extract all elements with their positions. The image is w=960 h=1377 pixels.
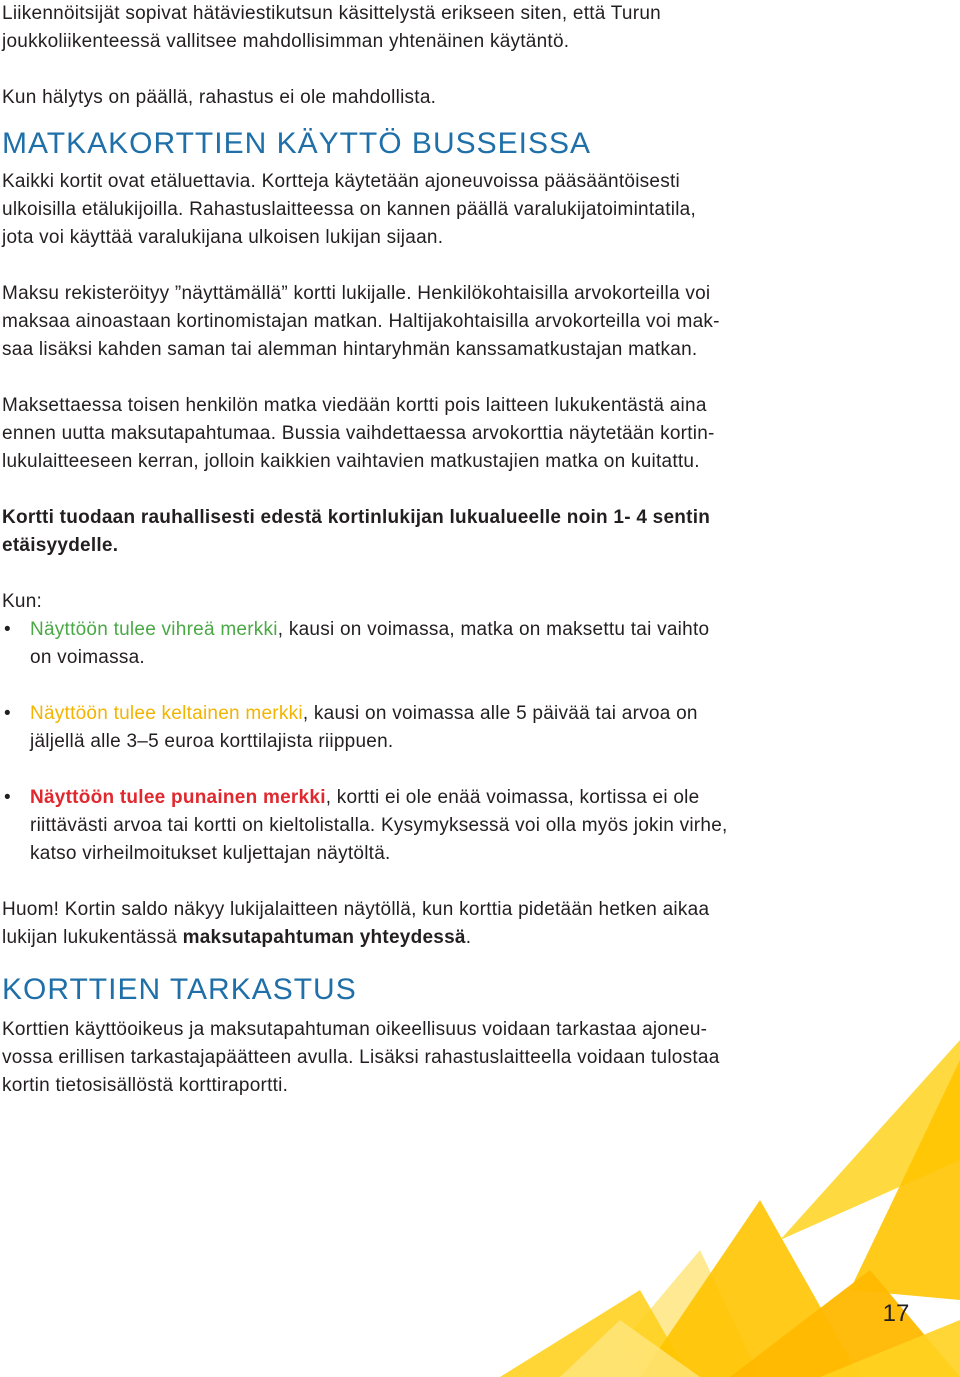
bullet-icon: • [4, 787, 11, 808]
text-line: . [465, 927, 472, 948]
text-line: etäisyydelle. [2, 535, 119, 556]
paragraph [2, 168, 854, 252]
main-content [2, 0, 854, 1100]
paragraph: Kun hälytys on päällä, rahastus ei ole mahdollista. [2, 87, 437, 108]
text-line: riittävästi arvoa tai kortti on kieltolistalla. Kysymyksessä voi olla myös jokin virhe, [30, 815, 728, 836]
text-line: Liikennöitsijät sopivat hätäviestikutsun käsittelystä erikseen siten, että Turun [2, 3, 661, 24]
green-status-text: Näyttöön tulee vihreä merkki [30, 619, 278, 640]
page-number: 17 [882, 1300, 910, 1327]
paragraph [2, 392, 854, 476]
bullet-icon: • [4, 703, 11, 724]
text-line: , kortti ei ole enää voimassa, kortissa ei ole [325, 787, 700, 808]
text-line: Maksettaessa toisen henkilön matka viedään kortti pois laitteen lukukentästä aina [2, 395, 707, 416]
bold-paragraph [2, 504, 854, 560]
text-line: jäljellä alle 3–5 euroa korttilajista riippuen. [30, 731, 394, 752]
text-line: lukulaitteeseen kerran, jolloin kaikkien vaihtavien matkustajien matka on kuitattu. [2, 451, 700, 472]
text-line: Maksu rekisteröityy ”näyttämällä” kortti lukijalle. Henkilökohtaisilla arvokorteilla voi [2, 283, 711, 304]
list-intro: Kun: [2, 591, 43, 612]
red-status-text: Näyttöön tulee punainen merkki [30, 787, 326, 808]
text-line: kortin tietosisällöstä korttiraportti. [2, 1075, 289, 1096]
text-line: on voimassa. [30, 647, 145, 668]
section-heading: MATKAKORTTIEN KÄYTTÖ BUSSEISSA [2, 127, 591, 160]
list-item-yellow [2, 700, 854, 756]
text-line: Huom! Kortin saldo näkyy lukijalaitteen näytöllä, kun korttia pidetään hetken aikaa [2, 899, 710, 920]
text-line: jota voi käyttää varalukijana ulkoisen lukijan sijaan. [2, 227, 444, 248]
text-line: Korttien käyttöoikeus ja maksutapahtuman oikeellisuus voidaan tarkastaa ajoneu- [2, 1019, 708, 1040]
text-line: lukijan lukukentässä [2, 927, 183, 948]
section-heading: KORTTIEN TARKASTUS [2, 973, 357, 1006]
text-line: vossa erillisen tarkastajapäätteen avulla. Lisäksi rahastuslaitteella voidaan tulostaa [2, 1047, 720, 1068]
text-line: joukkoliikenteessä vallitsee mahdollisimman yhtenäinen käytäntö. [2, 31, 570, 52]
paragraph [2, 280, 854, 364]
bold-text: maksutapahtuman yhteydessä [182, 927, 466, 948]
text-line: Kaikki kortit ovat etäluettavia. Kortteja käytetään ajoneuvoissa pääsääntöisesti [2, 171, 680, 192]
text-line: ennen uutta maksutapahtumaa. Bussia vaihdettaessa arvokorttia näytetään kortin- [2, 423, 715, 444]
bullet-icon: • [4, 619, 11, 640]
text-line: Kortti tuodaan rauhallisesti edestä kortinlukijan lukualueelle noin 1- 4 sentin [2, 507, 711, 528]
list-item-green [2, 616, 854, 672]
text-line: katso virheilmoitukset kuljettajan näytöltä. [30, 843, 391, 864]
text-line: saa lisäksi kahden saman tai alemman hintaryhmän kanssamatkustajan matkan. [2, 339, 698, 360]
yellow-status-text: Näyttöön tulee keltainen merkki [30, 703, 303, 724]
list-item-red [2, 784, 854, 868]
paragraph [2, 0, 854, 56]
note-paragraph [2, 896, 854, 952]
paragraph [2, 1016, 854, 1100]
text-line: , kausi on voimassa, matka on maksettu tai vaihto [277, 619, 710, 640]
text-line: maksaa ainoastaan kortinomistajan matkan. Haltijakohtaisilla arvokorteilla voi mak- [2, 311, 720, 332]
text-line: , kausi on voimassa alle 5 päivää tai arvoa on [302, 703, 698, 724]
status-list [2, 616, 854, 868]
text-line: ulkoisilla etälukijoilla. Rahastuslaitteessa on kannen päällä varalukijatoimintatila, [2, 199, 697, 220]
